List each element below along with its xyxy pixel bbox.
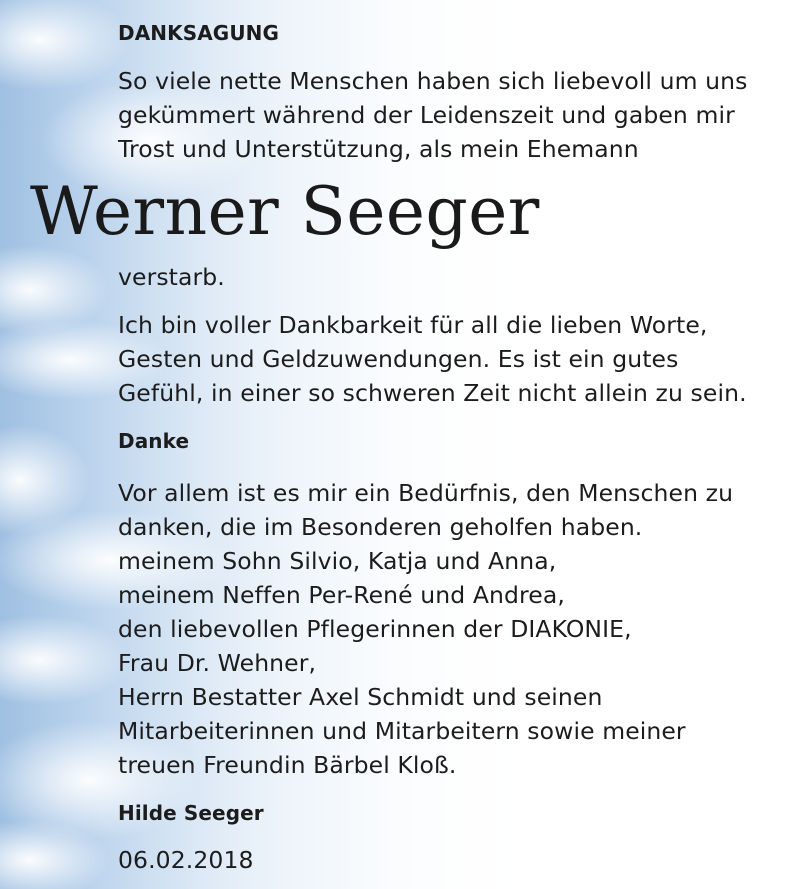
thanks-line: meinem Sohn Silvio, Katja und Anna,: [118, 547, 557, 575]
gratitude-line: Gesten und Geldzuwendungen. Es ist ein gutes: [118, 345, 679, 373]
thanks-line: Mitarbeiterinnen und Mitarbeitern sowie meiner: [118, 717, 686, 745]
thanks-line: meinem Neffen Per-René und Andrea,: [118, 581, 565, 609]
intro-line: Trost und Unterstützung, als mein Ehemann: [118, 135, 639, 163]
thanks-line: den liebevollen Pflegerinnen der DIAKONIE,: [118, 615, 632, 643]
gratitude-line: Ich bin voller Dankbarkeit für all die lieben Worte,: [118, 311, 708, 339]
thanks-line: Vor allem ist es mir ein Bedürfnis, den Menschen zu: [118, 479, 734, 507]
intro-line: So viele nette Menschen haben sich liebevoll um uns: [118, 67, 748, 95]
thanks-line: danken, die im Besonderen geholfen haben.: [118, 513, 643, 541]
after-name-text: verstarb.: [118, 263, 225, 291]
heading-danke: Danke: [118, 429, 190, 453]
thanks-line: Herrn Bestatter Axel Schmidt und seinen: [118, 683, 603, 711]
intro-line: gekümmert während der Leidenszeit und gaben mir: [118, 101, 735, 129]
notice-date: 06.02.2018: [118, 846, 254, 874]
gratitude-line: Gefühl, in einer so schweren Zeit nicht allein zu sein.: [118, 379, 747, 407]
deceased-name: Werner Seeger: [30, 173, 540, 250]
thanks-line: Frau Dr. Wehner,: [118, 649, 317, 677]
thanks-line: treuen Freundin Bärbel Kloß.: [118, 751, 457, 779]
signer-name: Hilde Seeger: [118, 801, 264, 825]
heading-danksagung: DANKSAGUNG: [118, 21, 280, 45]
